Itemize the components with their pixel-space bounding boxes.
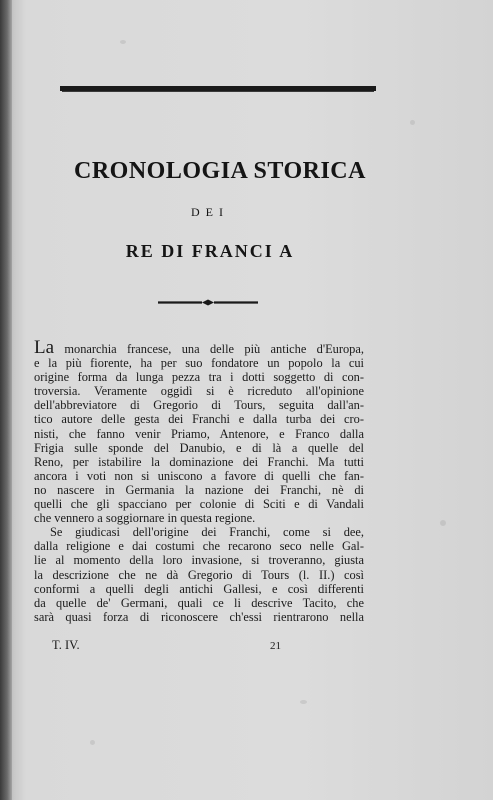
page-number: 21 <box>270 640 281 652</box>
text-line: la descrizione che ne dà Gregorio di Tours (l. II.) così <box>34 567 364 582</box>
ornament-rule <box>158 299 258 306</box>
text-line: troversia. Veramente oggidì si è ricreduto all'opinione <box>34 384 364 399</box>
text-line: conformi a quelli degli antichi Gallesi, e così differenti <box>34 581 364 596</box>
signature-mark: T. IV. <box>52 638 80 652</box>
title-connector: DEI <box>191 205 229 219</box>
paper-speck <box>90 740 95 745</box>
page-title: CRONOLOGIA STORICA <box>74 158 366 184</box>
binding-edge <box>0 0 12 800</box>
paper-speck <box>120 40 126 44</box>
text-line: ancora i voti non si uniscono a favore di quelli che fan- <box>34 468 364 483</box>
text-line: tico autore delle gesta dei Franchi e dalla turba dei cro- <box>34 412 364 427</box>
text-line: origine forma da lunga pezza tra i dotti soggetto di con- <box>34 370 364 385</box>
text-line: dalla religione e dai costumi che recarono seco nelle Gal- <box>34 539 364 554</box>
text-line: La monarchia francese, una delle più antiche d'Europa, <box>34 337 364 358</box>
paper-speck <box>410 120 415 125</box>
text-line: da quelle de' Germani, quali ce li descrive Tacito, che <box>34 595 364 610</box>
body-text <box>34 337 364 624</box>
text-line: quelli che gli spacciano per colonie di Sciti e di Vandali <box>34 497 364 512</box>
drop-cap: La <box>34 337 55 358</box>
paper-speck <box>300 700 307 704</box>
paper-speck <box>440 520 446 526</box>
text-line: e la più fiorente, ha per suo fondatore un popolo la cui <box>34 356 364 371</box>
text-line: Frigia sulle sponde del Danubio, e di là a quelle del <box>34 440 364 455</box>
text-line: che vennero a soggiornare in questa regione. <box>34 511 256 526</box>
header-rule <box>60 86 376 91</box>
text-line: dell'abbreviatore di Gregorio di Tours, seguita dall'an- <box>34 398 364 413</box>
text-line: Reno, per istabilire la dominazione dei Franchi. Ma tutti <box>34 454 364 469</box>
text-line: sarà quasi forza di riconoscere ch'essi rientrarono nella <box>34 609 364 624</box>
text-line: Se giudicasi dell'origine dei Franchi, come si dee, <box>50 525 364 540</box>
text-line: no nascere in Germania la nazione dei Franchi, nè di <box>34 482 364 497</box>
page-subtitle: RE DI FRANCI A <box>125 241 295 261</box>
text-line: lie al momento della loro invasione, si troveranno, giusta <box>34 553 364 568</box>
text-line: nisti, che fanno venir Priamo, Antenore, e Franco dalla <box>34 426 364 441</box>
